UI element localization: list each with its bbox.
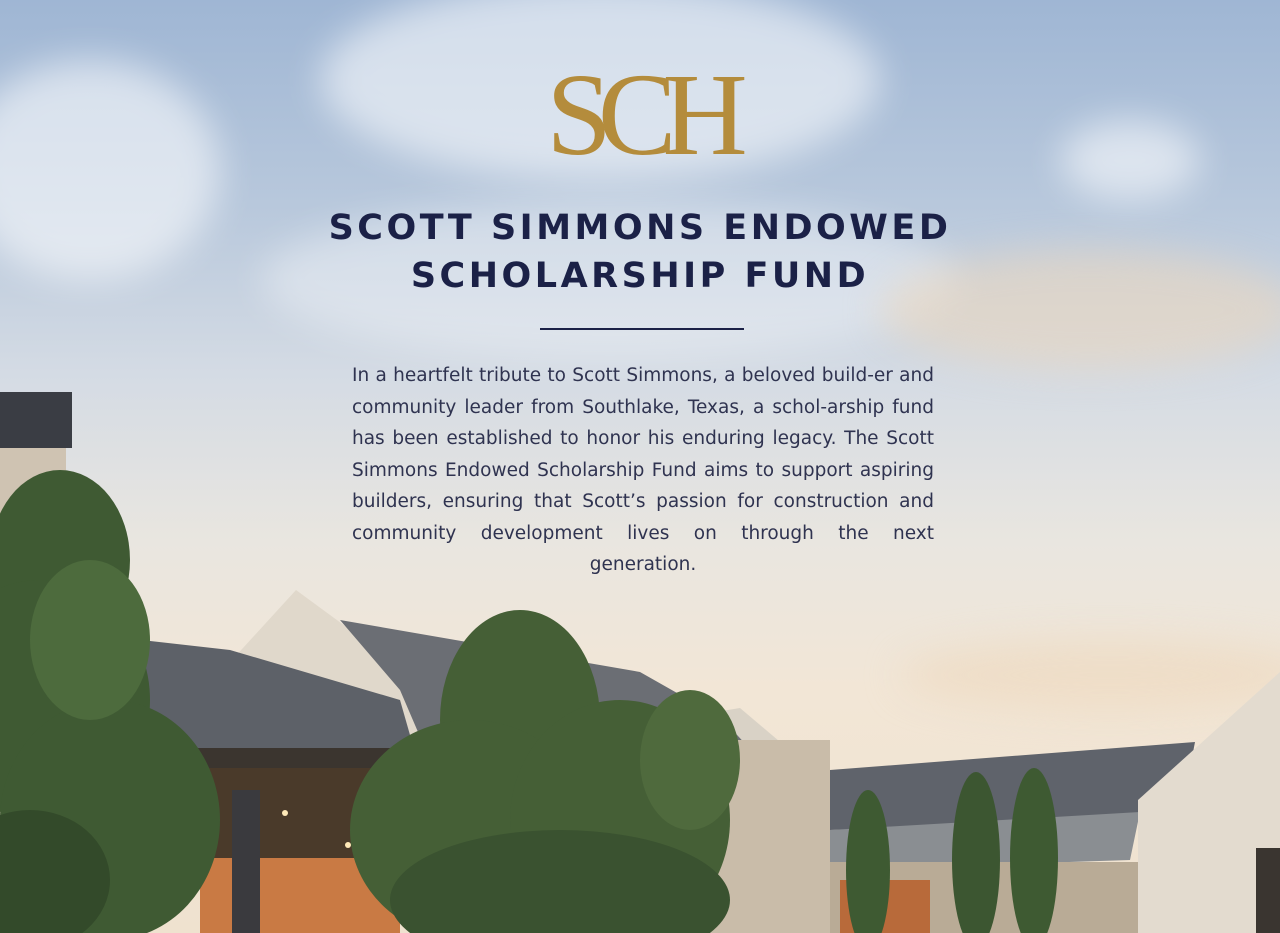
title-line-1: SCOTT SIMMONS ENDOWED xyxy=(328,208,952,248)
porch-light xyxy=(345,842,351,848)
title-line-2: SCHOLARSHIP FUND xyxy=(410,256,870,296)
title-divider xyxy=(540,328,744,330)
porch-column xyxy=(232,790,260,933)
sch-logo xyxy=(530,50,750,166)
tribute-paragraph: In a heartfelt tribute to Scott Simmons, a beloved build-er and community leader from Southlake, Texas, a schol-arship fund has been established to honor his enduring legacy. The Scott Simmons Endowed Scholarship Fund aims to support aspiring builders, ensuring that Scott’s passion for construction and community development lives on through the next generation. xyxy=(352,365,934,575)
right-gable-window xyxy=(1256,848,1280,933)
page-title xyxy=(240,204,1040,300)
chimney-cap xyxy=(0,392,72,448)
porch-light xyxy=(282,810,288,816)
sch-logo-letters: SCH xyxy=(546,50,734,166)
